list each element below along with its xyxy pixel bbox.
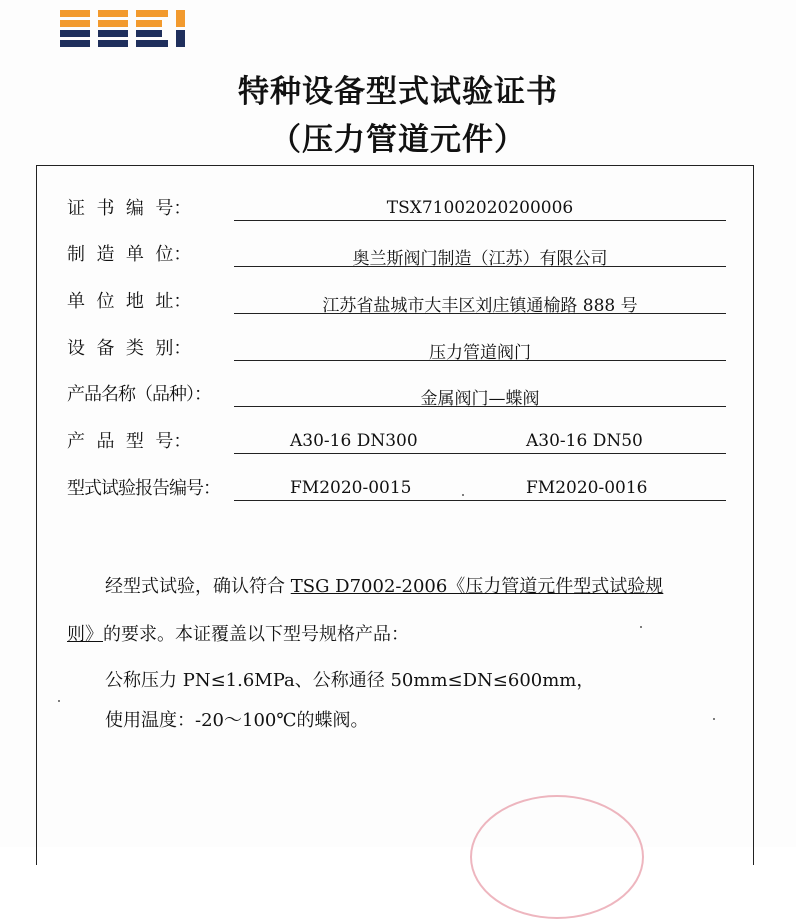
scan-speck [640,626,642,628]
pressure-spec-line: 公称压力 PN≤1.6MPa、公称通径 50mm≤DN≤600mm， [105,670,595,691]
conformity-text: 经型式试验，确认符合 [105,576,291,597]
field-value: TSX71002020200006 [386,198,574,218]
logo-letters [60,10,185,47]
field-label: 型式试验报告编号： [67,478,220,499]
field-value-2: A30-16 DN50 [526,431,643,451]
field-line [234,287,726,314]
field-value: 压力管道阀门 [429,343,531,363]
conformity-paragraph-line1 [105,572,663,598]
field-line [234,427,726,454]
official-seal [470,795,644,919]
field-value-1: FM2020-0015 [290,478,412,498]
field-label: 证 书 编 号： [67,198,192,219]
ssei-logo [58,6,210,50]
field-value: 江苏省盐城市大丰区刘庄镇通榆路 888 号 [322,296,638,316]
field-line [234,380,726,407]
scan-speck [713,718,715,720]
standard-reference: TSG D7002-2006《压力管道元件型式试验规 [290,576,664,597]
field-label: 产品名称（品种）： [67,384,211,405]
scan-speck [58,700,60,702]
field-line [234,240,726,267]
field-line [234,334,726,361]
field-label: 制 造 单 位： [67,244,192,265]
certificate-subtitle: （压力管道元件） [270,122,526,158]
conformity-paragraph-line2 [67,620,409,646]
field-label: 产 品 型 号： [67,431,192,452]
temperature-spec-line: 使用温度：-20～100℃的蝶阀。 [105,710,369,731]
standard-reference-end: 则》 [67,624,103,645]
scan-speck [462,494,464,496]
field-value: 金属阀门—蝶阀 [420,389,540,409]
field-line [234,474,726,501]
field-label: 设 备 类 别： [67,338,192,359]
field-label: 单 位 地 址： [67,291,192,312]
field-value-1: A30-16 DN300 [290,431,418,451]
field-value-2: FM2020-0016 [526,478,648,498]
conformity-text: 的要求。本证覆盖以下型号规格产品： [103,624,409,645]
certificate-frame [36,165,754,865]
certificate-title: 特种设备型式试验证书 [238,74,558,110]
field-line [234,194,726,221]
field-value: 奥兰斯阀门制造（江苏）有限公司 [352,249,608,269]
